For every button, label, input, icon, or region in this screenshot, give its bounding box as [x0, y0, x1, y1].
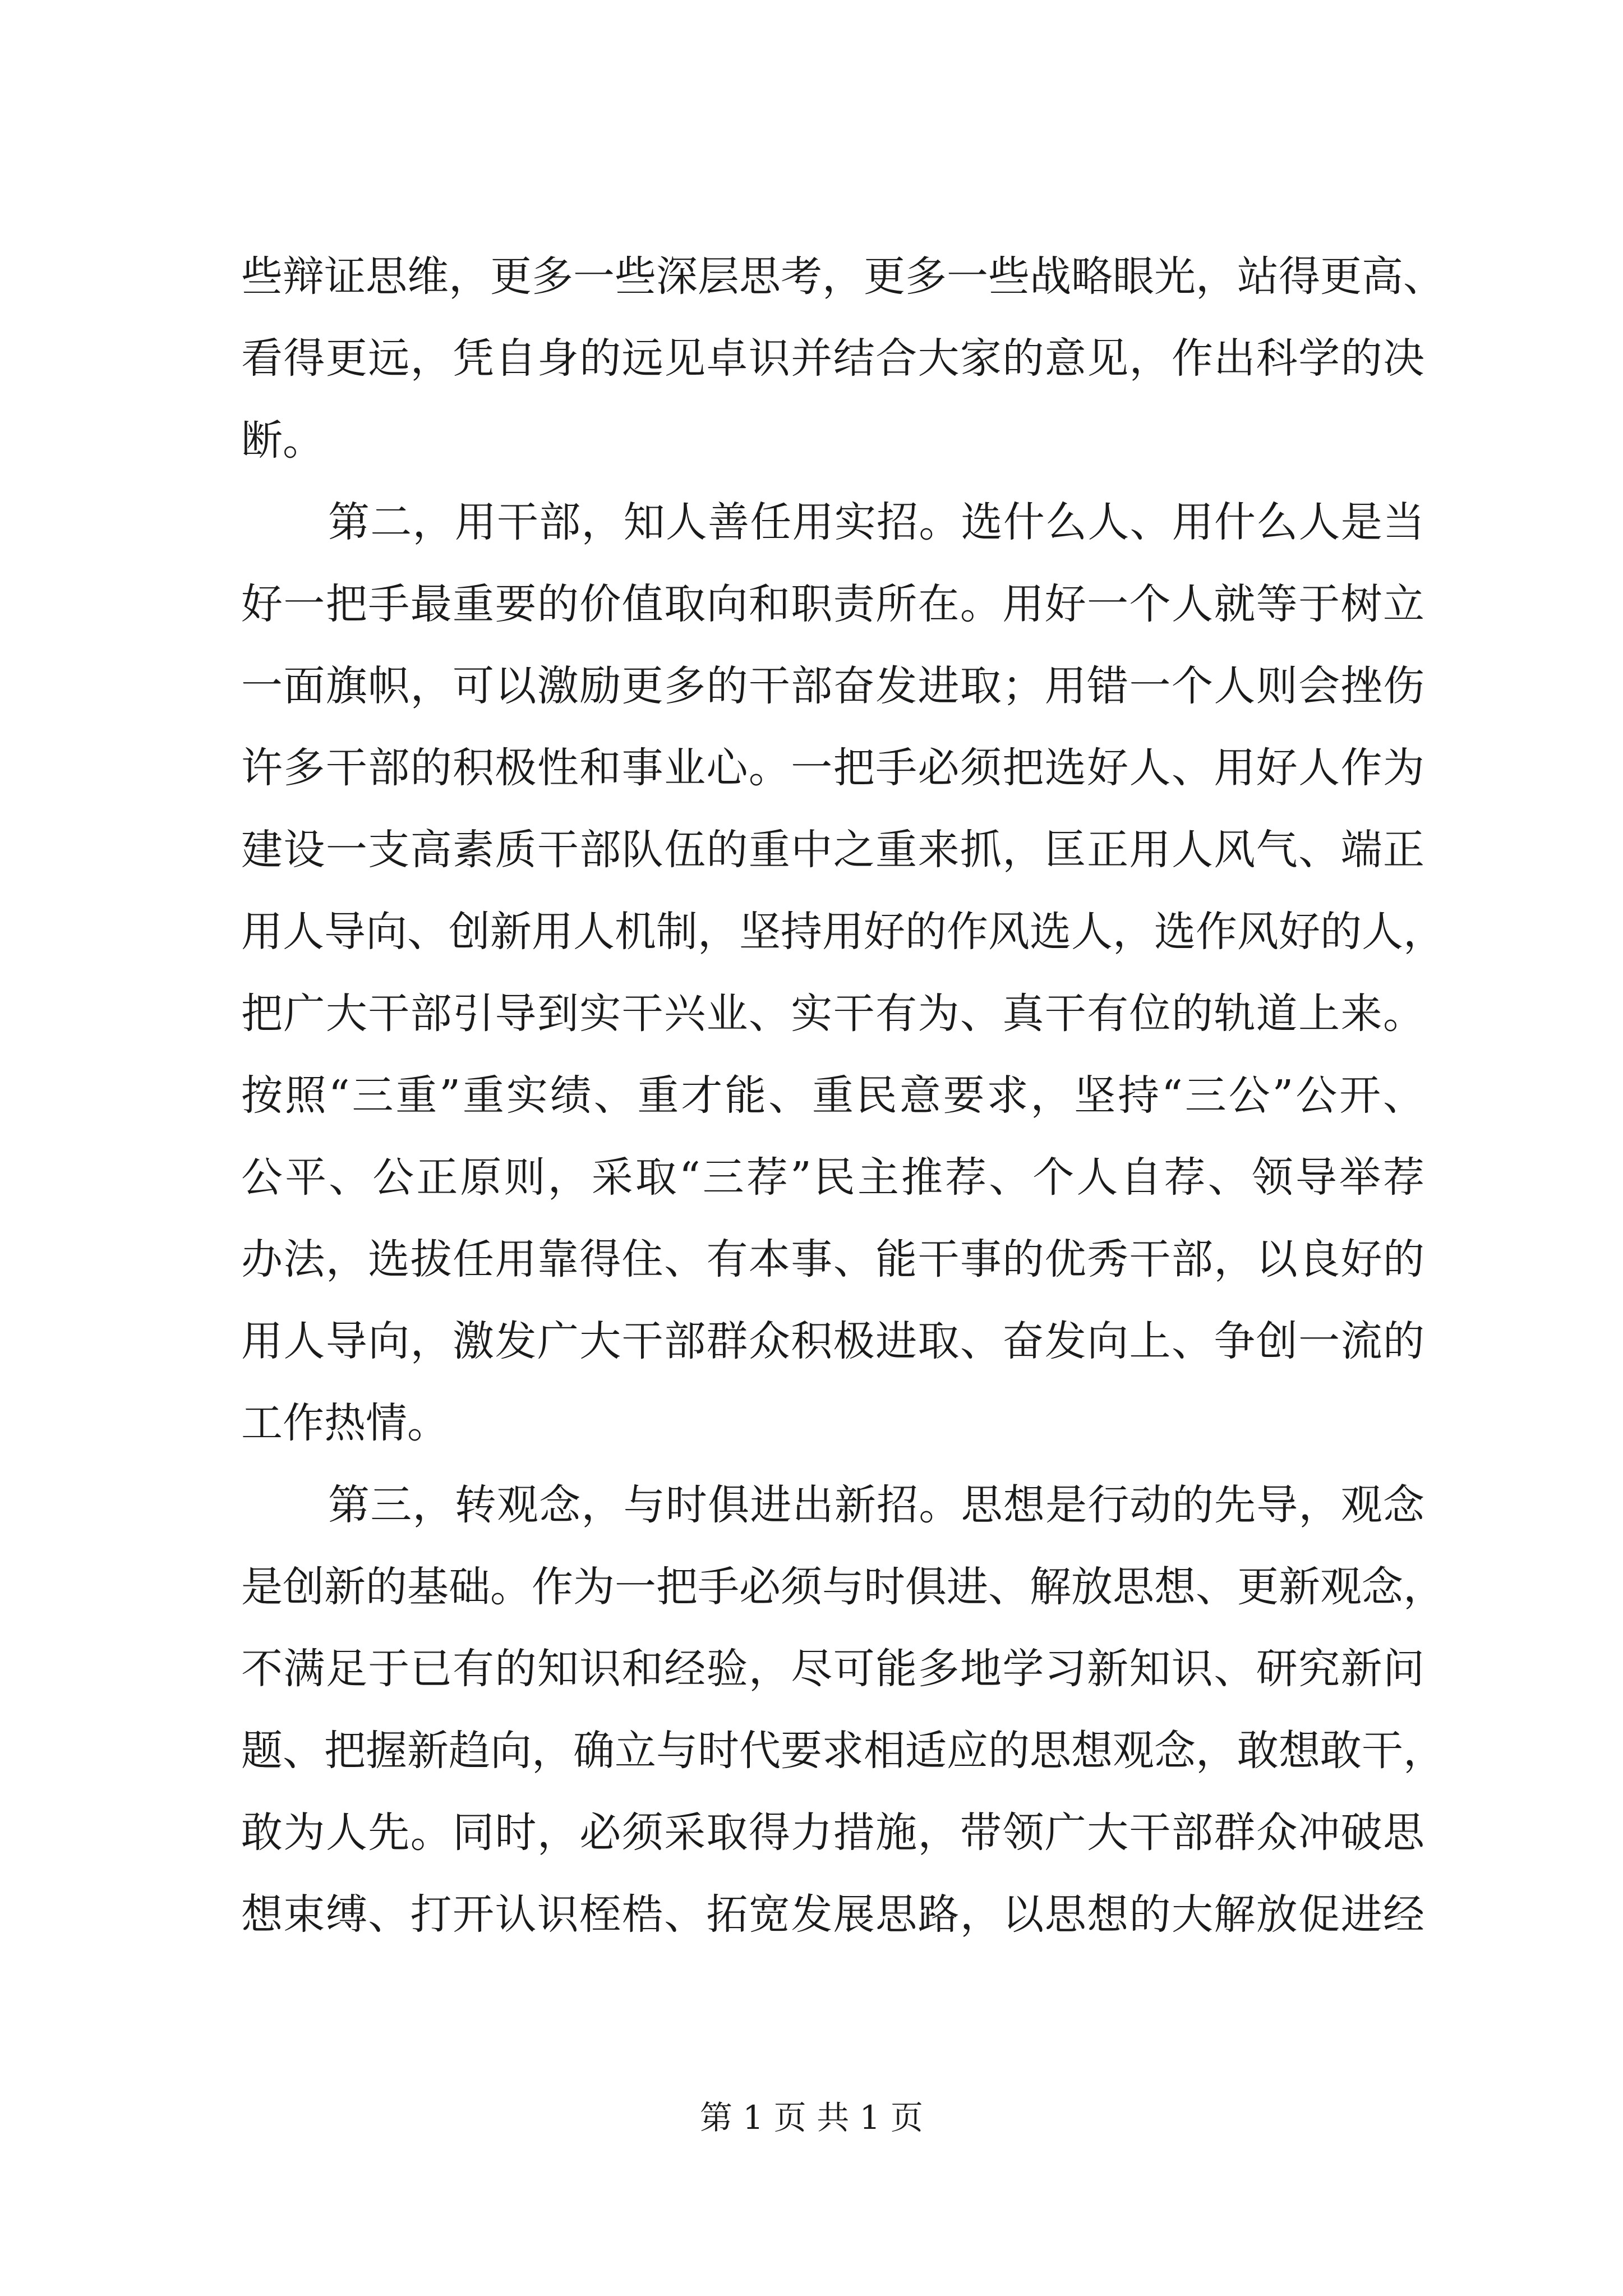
- text-line: 敢为人先。同时，必须采取得力措施，带领广大干部群众冲破思: [241, 1809, 1424, 1857]
- text-line: 把广大干部引导到实干兴业、实干有为、真干有位的轨道上来。: [241, 990, 1424, 1038]
- text-line: 题、把握新趋向，确立与时代要求相适应的思想观念，敢想敢干，: [241, 1727, 1445, 1775]
- text-line: 许多干部的积极性和事业心。一把手必须把选好人、用好人作为: [241, 744, 1424, 792]
- paragraph-3: [241, 1464, 1445, 1955]
- text-line: 是创新的基础。作为一把手必须与时俱进、解放思想、更新观念，: [241, 1563, 1445, 1611]
- text-line: 第三，转观念，与时俱进出新招。思想是行动的先导，观念: [328, 1481, 1424, 1529]
- paragraph-2: [241, 481, 1445, 1464]
- text-line: 好一把手最重要的价值取向和职责所在。用好一个人就等于树立: [241, 580, 1424, 628]
- text-line: 办法，选拔任用靠得住、有本事、能干事的优秀干部，以良好的: [241, 1235, 1424, 1283]
- text-line: 工作热情。: [241, 1399, 449, 1447]
- text-line: 用人导向、创新用人机制，坚持用好的作风选人，选作风好的人，: [241, 908, 1445, 956]
- body-text: [241, 236, 1445, 1955]
- text-line: 看得更远，凭自身的远见卓识并结合大家的意见，作出科学的决: [241, 334, 1424, 383]
- text-line: 第二，用干部，知人善任用实招。选什么人、用什么人是当: [328, 498, 1424, 546]
- text-line: 按照“三重”重实绩、重才能、重民意要求，坚持“三公”公开、: [241, 1071, 1424, 1120]
- text-line: 不满足于已有的知识和经验，尽可能多地学习新知识、研究新问: [241, 1645, 1424, 1693]
- text-line: 断。: [241, 416, 324, 464]
- text-line: 公平、公正原则，采取“三荐”民主推荐、个人自荐、领导举荐: [241, 1153, 1424, 1202]
- text-line: 一面旗帜，可以激励更多的干部奋发进取；用错一个人则会挫伤: [241, 662, 1424, 710]
- text-line: 用人导向，激发广大干部群众积极进取、奋发向上、争创一流的: [241, 1317, 1424, 1365]
- text-line: 建设一支高素质干部队伍的重中之重来抓，匡正用人风气、端正: [241, 826, 1424, 874]
- text-line: 想束缚、打开认识桎梏、拓宽发展思路，以思想的大解放促进经: [241, 1890, 1424, 1939]
- page-number-footer: 第 1 页 共 1 页: [700, 2099, 923, 2137]
- paragraph-1: [241, 236, 1445, 481]
- text-line: 些辩证思维，更多一些深层思考，更多一些战略眼光，站得更高、: [241, 252, 1445, 301]
